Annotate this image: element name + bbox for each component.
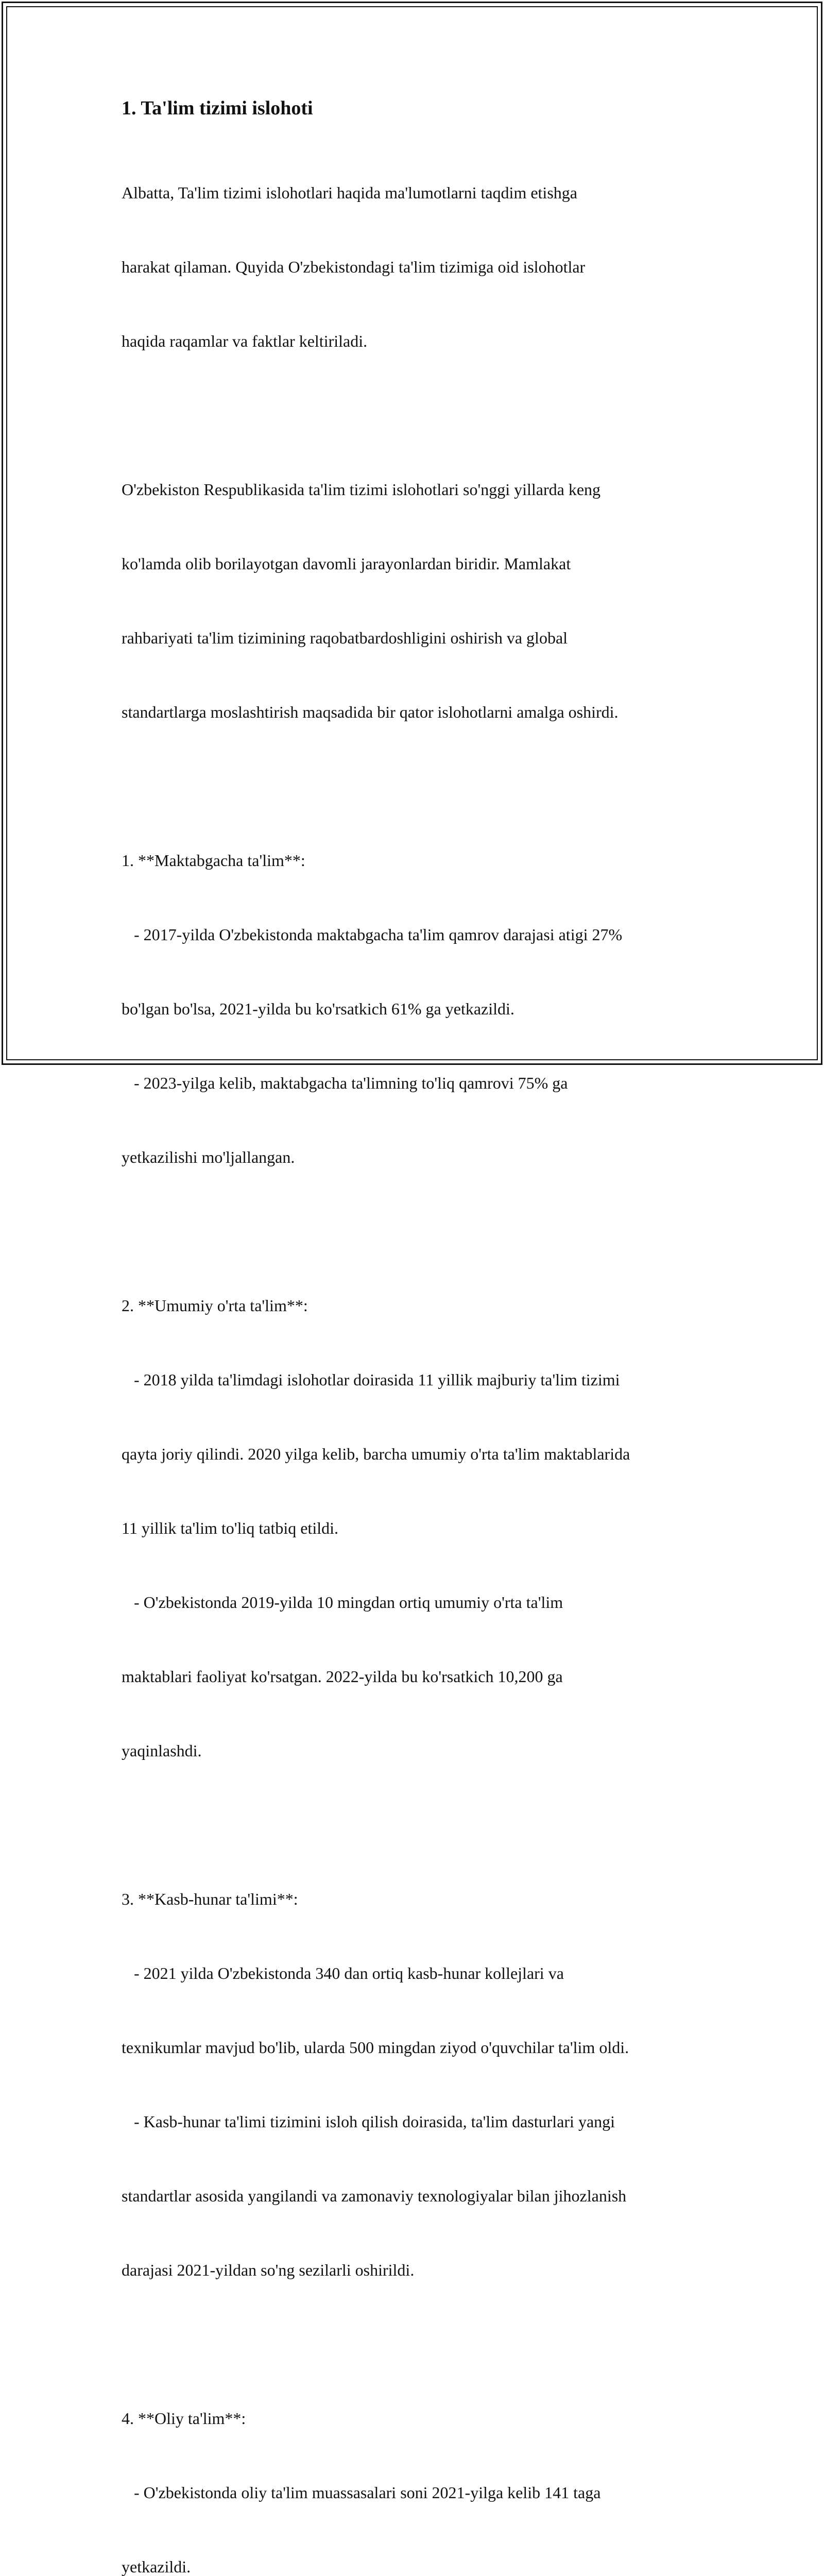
section-heading: 4. **Oliy ta'lim**:: [122, 2409, 246, 2428]
section-higher-education: [122, 2357, 709, 2576]
text-line: bo'lgan bo'lsa, 2021-yilda bu ko'rsatkich 61% ga yetkazildi.: [122, 999, 514, 1018]
text-line: ko'lamda olib borilayotgan davomli jarayonlardan biridir. Mamlakat: [122, 554, 571, 573]
page-title: 1. Ta'lim tizimi islohoti: [122, 97, 313, 119]
text-line: rahbariyati ta'lim tizimining raqobatbardoshligini oshirish va global: [122, 629, 568, 647]
text-line: - O'zbekistonda oliy ta'lim muassasalari soni 2021-yilga kelib 141 taga: [122, 2483, 601, 2502]
paragraph-gap: [122, 2332, 709, 2357]
section-heading: 1. **Maktabgacha ta'lim**:: [122, 851, 305, 870]
text-line: maktablari faoliyat ko'rsatgan. 2022-yilda bu ko'rsatkich 10,200 ga: [122, 1667, 563, 1686]
text-line: standartlar asosida yangilandi va zamonaviy texnologiyalar bilan jihozlanish: [122, 2187, 627, 2205]
text-line: - 2018 yilda ta'limdagi islohotlar doirasida 11 yillik majburiy ta'lim tizimi: [122, 1370, 620, 1389]
section-vocational: [122, 1837, 709, 2332]
text-line: 11 yillik ta'lim to'liq tatbiq etildi.: [122, 1519, 338, 1537]
section-heading: 3. **Kasb-hunar ta'limi**:: [122, 1890, 298, 1908]
text-line: - O'zbekistonda 2019-yilda 10 mingdan ortiq umumiy o'rta ta'lim: [122, 1593, 563, 1612]
intro-paragraph: [122, 131, 709, 403]
text-line: yetkazilishi mo'ljallangan.: [122, 1148, 295, 1166]
text-line: standartlarga moslashtirish maqsadida bir qator islohotlarni amalga oshirdi.: [122, 703, 619, 721]
document-body: [122, 96, 709, 2576]
text-line: yaqinlashdi.: [122, 1741, 202, 1760]
section-general-secondary: [122, 1244, 709, 1812]
text-line: qayta joriy qilindi. 2020 yilga kelib, barcha umumiy o'rta ta'lim maktablarida: [122, 1445, 630, 1463]
paragraph-gap: [122, 1812, 709, 1837]
text-line: - 2017-yilda O'zbekistonda maktabgacha ta'lim qamrov darajasi atigi 27%: [122, 925, 623, 944]
overview-paragraph: [122, 428, 709, 774]
text-line: - Kasb-hunar ta'limi tizimini isloh qilish doirasida, ta'lim dasturlari yangi: [122, 2112, 615, 2131]
text-line: - 2021 yilda O'zbekistonda 340 dan ortiq kasb-hunar kollejlari va: [122, 1964, 564, 1982]
text-line: haqida raqamlar va faktlar keltiriladi.: [122, 332, 368, 350]
text-line: O'zbekiston Respublikasida ta'lim tizimi islohotlari so'nggi yillarda keng: [122, 480, 601, 499]
text-line: darajasi 2021-yildan so'ng sezilarli oshirildi.: [122, 2261, 415, 2279]
section-heading: 2. **Umumiy o'rta ta'lim**:: [122, 1296, 308, 1315]
text-line: Albatta, Ta'lim tizimi islohotlari haqida ma'lumotlarni taqdim etishga: [122, 183, 577, 202]
text-line: texnikumlar mavjud bo'lib, ularda 500 mingdan ziyod o'quvchilar ta'lim oldi.: [122, 2038, 629, 2057]
paragraph-gap: [122, 774, 709, 799]
paragraph-gap: [122, 1219, 709, 1244]
section-preschool: [122, 799, 709, 1219]
paragraph-gap: [122, 403, 709, 428]
text-line: yetkazildi.: [122, 2557, 191, 2576]
text-line: - 2023-yilga kelib, maktabgacha ta'limning to'liq qamrovi 75% ga: [122, 1074, 568, 1092]
text-line: harakat qilaman. Quyida O'zbekistondagi ta'lim tizimiga oid islohotlar: [122, 258, 586, 276]
